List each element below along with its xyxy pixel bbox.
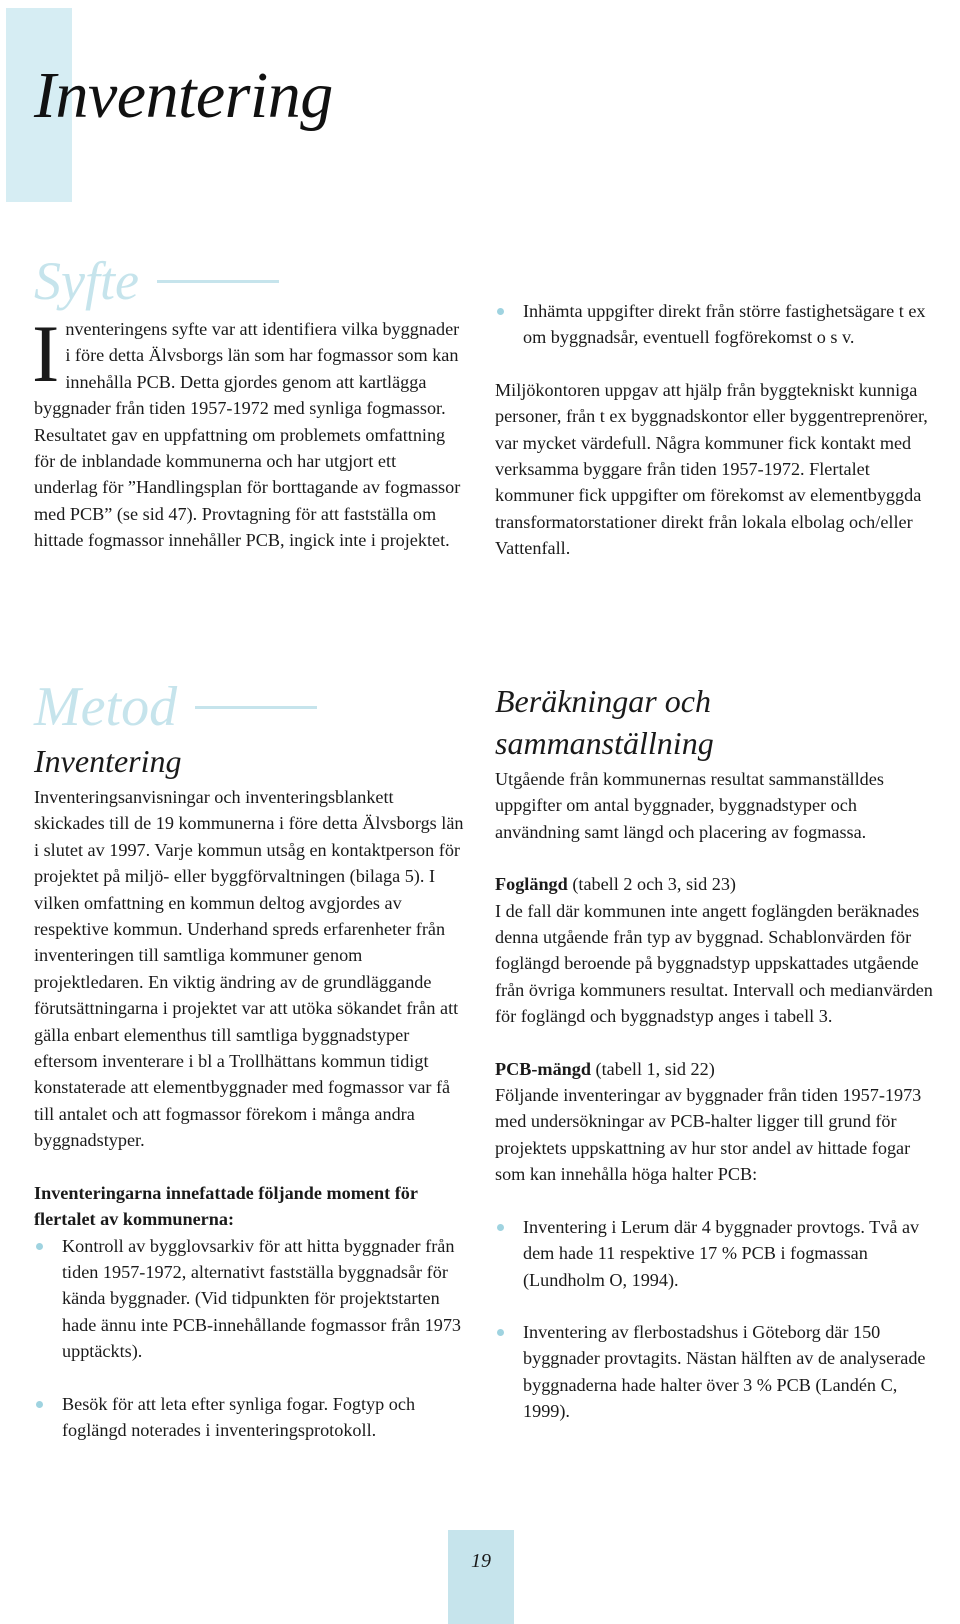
bullet-dot xyxy=(497,308,504,315)
moment-bullet-list xyxy=(34,1233,466,1444)
list-item-text: Inventering i Lerum där 4 byggnader provtogs. Två av dem hade 11 respektive 17 % PCB i fogmassan (Lundholm O, 1994). xyxy=(523,1216,920,1290)
list-item xyxy=(34,1391,466,1444)
syfte-body: nventeringens syfte var att identifiera vilka byggnader i före detta Älvsborgs län som har fogmassor som kan innehålla PCB. Detta gjordes genom att kartlägga byggnader från tiden 1957-1972 med synliga fogmassor. Resultatet gav en uppfattning om problemets omfattning för de inblandade kommunerna och har utgjort ett underlag för ”Handlingsplan för borttagande av fogmassor med PCB” (se sid 47). Provtagning för att fastställa om hittade fogmassor innehåller PCB, ingick inte i projektet. xyxy=(34,319,461,551)
syfte-heading xyxy=(34,252,462,310)
bullet-dot xyxy=(36,1243,43,1250)
list-item-text: Besök för att leta efter synliga fogar. Fogtyp och foglängd noterades i inventeringsprotokoll. xyxy=(62,1393,416,1440)
bullet-dot xyxy=(497,1224,504,1231)
berakningar-intro: Utgående från kommunernas resultat sammanställdes uppgifter om antal byggnader, byggnadstyper och användning samt längd och placering av fogmassa. xyxy=(495,769,884,842)
right-top-section xyxy=(495,298,945,562)
miljokontoren-paragraph: Miljökontoren uppgav att hjälp från byggtekniskt kunniga personer, från t ex byggnadskontor eller byggentreprenörer, var mycket värdefull. Några kommuner fick kontakt med verksamma byggare från tiden 1957-1972. Flertalet kommuner fick uppgifter om förekomst av elementbyggda transformatorstationer direkt från lokala elbolag och/eller Vattenfall. xyxy=(495,379,928,559)
metod-heading-rule xyxy=(195,706,317,709)
berakningar-section xyxy=(495,680,935,1425)
list-item-text: Kontroll av bygglovsarkiv för att hitta byggnader från tiden 1957-1972, alternativt fastställa byggnadsår för kända byggnader. (Vid tidpunkten för projektstarten hade ännu inte PCB-innehållande fogmassor från 1973 upptäckts). xyxy=(62,1235,462,1362)
list-item-text: Inventering av flerbostadshus i Göteborg där 150 byggnader provtagits. Nästan hälften av de analyserade byggnaderna hade halter över 3 % PCB (Landén C, 1999). xyxy=(523,1321,926,1422)
bullet-dot xyxy=(36,1401,43,1408)
foglangd-label: Foglängd xyxy=(495,874,568,895)
syfte-section xyxy=(34,252,462,554)
page-number: 19 xyxy=(471,1550,491,1572)
list-item xyxy=(495,1319,935,1425)
foglangd-ref: (tabell 2 och 3, sid 23) xyxy=(567,874,736,895)
page-title: Inventering xyxy=(34,59,333,132)
page-number-box xyxy=(448,1530,514,1624)
drop-cap: I xyxy=(32,308,60,399)
syfte-heading-rule xyxy=(157,280,279,283)
list-item-text: Inhämta uppgifter direkt från större fastighetsägare t ex om byggnadsår, eventuell fogförekomst o s v. xyxy=(523,301,926,348)
inventering-subheading: Inventering xyxy=(34,743,182,779)
list-item xyxy=(495,1214,935,1293)
right-top-bullet-list xyxy=(495,298,945,351)
bullet-dot xyxy=(497,1329,504,1336)
berakningar-heading: Beräkningar och sammanställning xyxy=(495,683,714,761)
pcb-text: Följande inventeringar av byggnader från tiden 1957-1973 med undersökningar av PCB-halter ligger till grund för projektets uppskattning av hur stor andel av hittade fogar som kan innehålla höga halter PCB: xyxy=(495,1085,922,1185)
pcb-label: PCB-mängd xyxy=(495,1058,591,1079)
metod-paragraph: Inventeringsanvisningar och inventeringsblankett skickades till de 19 kommunerna i före detta Älvsborgs län i slutet av 1997. Varje kommun utsåg en kontaktperson för projektet på miljö- eller byggförvaltningen (bilaga 5). I vilken omfattning en kommun deltog avgjordes av respektive kommun. Underhand spreds erfarenheter från inventeringen till samtliga kommuner genom projektledaren. En viktig ändring av de grundläggande förutsättningarna i projektet var att utöka sökandet från att gälla enbart elementhus till samtliga byggnadstyper eftersom inventerare i bl a Trollhättans kommun tidigt konstaterade att elementbyggnader med fogmassor var få till antalet och att fogmassor förekom i många andra byggnadstyper. xyxy=(34,787,464,1151)
metod-heading xyxy=(34,676,466,738)
foglangd-label-line xyxy=(495,871,935,897)
moment-heading: Inventeringarna innefattade följande moment för flertalet av kommunerna: xyxy=(34,1182,418,1230)
syfte-heading-text: Syfte xyxy=(34,251,139,311)
list-item xyxy=(495,298,945,351)
metod-heading-text: Metod xyxy=(34,676,178,738)
foglangd-text: I de fall där kommunen inte angett foglängden beräknades denna utgående från typ av byggnad. Schablonvärden för foglängd beroende på byggnadstyp uppskattades utgående från övriga kommuners resultat. Intervall och medianvärden för foglängd och byggnadstyp anges i tabell 3. xyxy=(495,900,933,1027)
pcb-ref: (tabell 1, sid 22) xyxy=(591,1058,715,1079)
syfte-paragraph xyxy=(32,308,462,554)
pcb-label-line xyxy=(495,1056,935,1082)
metod-section xyxy=(34,676,466,1443)
list-item xyxy=(34,1233,466,1365)
pcb-bullet-list xyxy=(495,1214,935,1425)
